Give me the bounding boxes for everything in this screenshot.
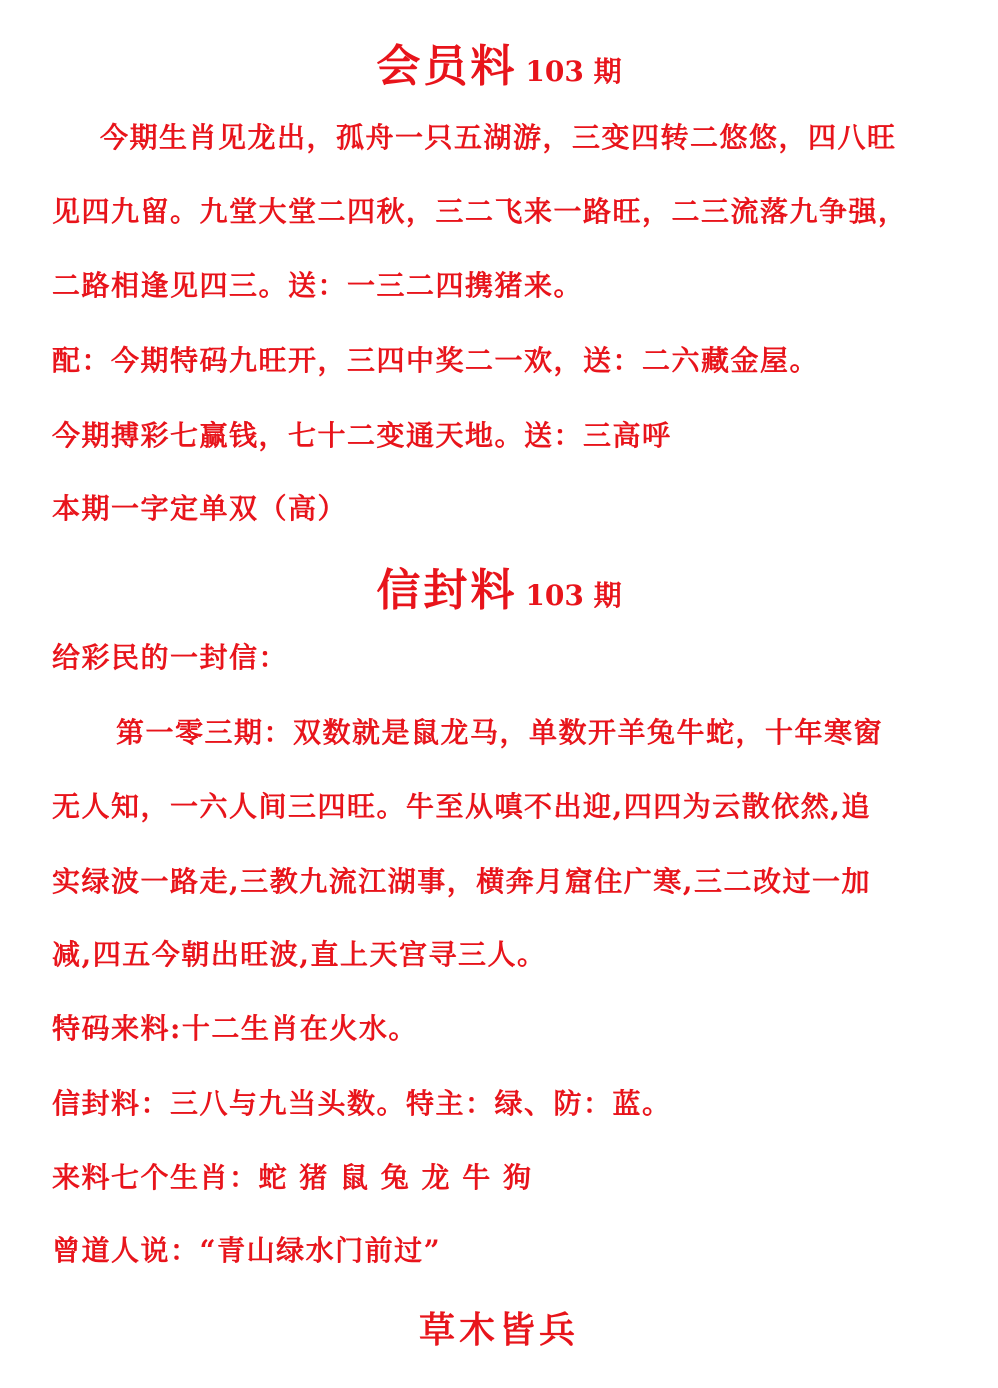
section-1-title: 会员料 bbox=[376, 41, 518, 92]
section-2-line: 曾道人说：“青山绿水门前过” bbox=[52, 1234, 442, 1267]
section-2-line: 减,四五今朝出旺波,直上天宫寻三人。 bbox=[52, 938, 547, 971]
section-2-line: 第一零三期：双数就是鼠龙马，单数开羊兔牛蛇，十年寒窗 bbox=[116, 716, 884, 749]
section-2-issue: 103 期 bbox=[525, 579, 622, 612]
section-1-issue: 103 期 bbox=[525, 55, 622, 88]
section-2-line: 给彩民的一封信： bbox=[52, 641, 289, 674]
section-2-line: 无人知，一六人间三四旺。牛至从嗔不出迎,四四为云散依然,追 bbox=[52, 790, 871, 823]
section-1-line: 见四九留。九堂大堂二四秋，三二飞来一路旺，二三流落九争强， bbox=[52, 195, 908, 228]
footer-title: 草木皆兵 bbox=[418, 1309, 579, 1351]
section-1-line: 今期生肖见龙出，孤舟一只五湖游，三变四转二悠悠，四八旺 bbox=[100, 121, 897, 154]
section-1-line: 配：今期特码九旺开，三四中奖二一欢，送：二六藏金屋。 bbox=[52, 344, 820, 377]
section-2-title: 信封料 bbox=[376, 565, 518, 616]
section-2-line: 特码来料:十二生肖在火水。 bbox=[52, 1012, 418, 1045]
section-2-heading bbox=[0, 554, 998, 618]
section-1-line: 二路相逢见四三。送：一三二四携猪来。 bbox=[52, 269, 584, 302]
section-1-line: 今期搏彩七赢钱，七十二变通天地。送：三高呼 bbox=[52, 419, 672, 452]
section-2-line: 信封料：三八与九当头数。特主：绿、防：蓝。 bbox=[52, 1087, 672, 1120]
section-2-line: 实绿波一路走,三教九流江湖事，横奔月窟住广寒,三二改过一加 bbox=[52, 865, 871, 898]
section-1-line: 本期一字定单双（高） bbox=[52, 492, 348, 525]
section-1-heading bbox=[0, 30, 998, 94]
section-2-line: 来料七个生肖：蛇 猪 鼠 兔 龙 牛 狗 bbox=[52, 1161, 533, 1194]
